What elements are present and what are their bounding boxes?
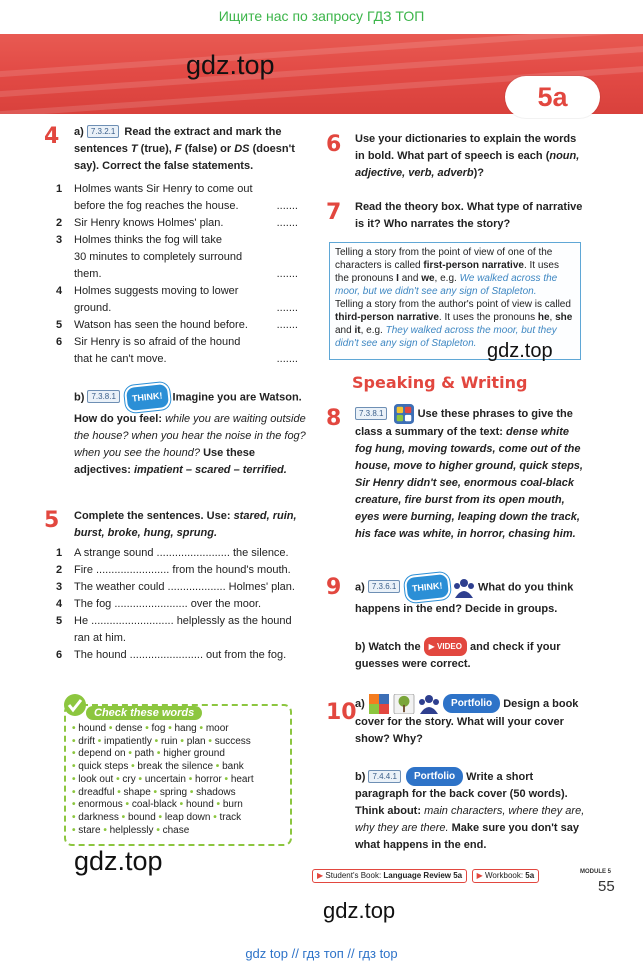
think-badge: THINK!	[404, 572, 451, 604]
footer-links[interactable]: gdz top // гдз топ // гдз top	[245, 946, 398, 961]
check-words-title: Check these words	[86, 706, 202, 720]
watermark: gdz.top	[186, 50, 275, 80]
watermark: gdz.top	[323, 898, 396, 923]
unit-badge: 5a	[505, 76, 600, 118]
list-item: before the fog reaches the house. .......	[74, 200, 298, 212]
word-row: • enormous • coal-black • hound • burn	[72, 799, 243, 811]
curriculum-code: 7.3.8.1	[87, 390, 119, 403]
list-item: 5 Watson has seen the hound before. .......	[56, 319, 298, 331]
list-item: 1 A strange sound ........................ the silence.	[56, 547, 289, 559]
list-item: 2 Sir Henry knows Holmes' plan. .......	[56, 217, 298, 229]
exercise-number: 5	[44, 508, 60, 533]
word-row: • look out • cry • uncertain • horror • heart	[72, 773, 254, 785]
tree-icon	[393, 694, 415, 714]
exercise-10a-instruction: a) Portfolio Design a book cover for the story. What will your cover show? Why?	[355, 694, 587, 748]
list-item: 4 The fog ........................ over the moor.	[56, 598, 262, 610]
exercise-4b-instruction: b) 7.3.8.1 THINK! Imagine you are Watson. How do you feel: while you are waiting outside the house? when you hear the noise in the fog? when you see the hound? Use these adjectives: impatient – scared – terrified.	[74, 384, 314, 479]
list-item: 3 The weather could ................... Holmes' plan.	[56, 581, 295, 593]
list-item: 6 The hound ........................ out from the fog.	[56, 649, 287, 661]
exercise-number: 9	[326, 575, 342, 600]
list-item: 5 He ........................... helplessly as the hound	[56, 615, 292, 627]
list-item: them. .......	[74, 268, 298, 280]
exercise-5-instruction: Complete the sentences. Use: stared, ruin, burst, broke, hung, sprung.	[74, 510, 297, 539]
word-row: • stare • helplessly • chase	[72, 824, 190, 836]
exercise-4a-instruction: a) 7.3.2.1 Read the extract and mark the sentences T (true), F (false) or DS (doesn't say). Correct the false statements.	[74, 126, 295, 172]
list-item: 6 Sir Henry is so afraid of the hound	[56, 336, 241, 348]
gap-fill-list	[56, 545, 314, 664]
exercise-6-instruction: Use your dictionaries to explain the words in bold. What part of speech is each (noun, adjective, verb, adverb)?	[355, 133, 580, 179]
book-references	[312, 865, 539, 883]
exercise-number: 4	[44, 124, 60, 149]
exercise-number: 6	[326, 132, 342, 157]
exercise-7-instruction: Read the theory box. What type of narrative is it? Who narrates the story?	[355, 201, 583, 230]
module-label: MODULE 5	[580, 869, 612, 875]
watermark: gdz.top	[487, 340, 553, 362]
curriculum-code: 7.3.8.1	[355, 407, 387, 420]
workbook-reference[interactable]: ▶ Workbook: 5a	[472, 869, 540, 883]
curriculum-code: 7.3.6.1	[368, 580, 400, 593]
list-item: 3 Holmes thinks the fog will take	[56, 234, 222, 246]
list-item: ran at him.	[74, 632, 126, 644]
word-row: • drift • impatiently • ruin • plan • success	[72, 735, 251, 747]
word-row: • hound • dense • fog • hang • moor	[72, 723, 229, 734]
curriculum-code: 7.3.2.1	[87, 125, 119, 138]
word-row: • darkness • bound • leap down • track	[72, 811, 242, 823]
app-grid-icon	[393, 404, 415, 424]
section-heading: Speaking & Writing	[352, 373, 528, 392]
exercise-8-instruction: 7.3.8.1 Use these phrases to give the class a summary of the text: dense white fog hung, moving towards, come out of the house, move to higher ground, quick steps, Sir Henry didn't see, enormous coal-black creature, fire burst from its open mouth, eyes were burning, leaping down the track, his face was white, in horror, chasing him.	[355, 404, 587, 543]
statements-list	[56, 181, 298, 368]
exercise-number: 7	[326, 200, 342, 225]
list-item: 2 Fire ........................ from the hound's mouth.	[56, 564, 291, 576]
checkmark-icon	[62, 692, 88, 718]
portfolio-badge: Portfolio	[443, 694, 500, 713]
exercise-number: 10	[326, 700, 357, 725]
portfolio-badge: Portfolio	[406, 767, 463, 786]
theory-box: Telling a story from the point of view of one of the characters is called first-person narrative. It uses the pronouns I and we, e.g. We walked across the moor, but we didn't see any sign of Stapleton. Telling a story from the author's point of view is called third-person narrative. It uses the pronouns he, she and it, e.g. They walked across the moor, but they didn't see any sign of Stapleton.	[329, 242, 581, 360]
group-work-icon	[453, 578, 475, 598]
watermark: gdz.top	[74, 846, 163, 876]
video-badge[interactable]: ▶ VIDEO	[424, 637, 467, 656]
exercise-9a-instruction: a) 7.3.6.1 THINK! What do you think happens in the end? Decide in groups.	[355, 574, 587, 618]
word-row: • dreadful • shape • spring • shadows	[72, 786, 236, 798]
word-row: • quick steps • break the silence • bank	[72, 761, 244, 773]
search-hint-text: Ищите нас по запросу ГДЗ ТОП	[218, 8, 425, 24]
think-badge: THINK!	[124, 382, 171, 414]
creativity-icon	[368, 694, 390, 714]
list-item: 4 Holmes suggests moving to lower	[56, 285, 239, 297]
page-number: 55	[598, 878, 615, 895]
exercise-9b-instruction: b) Watch the ▶ VIDEO and check if your guesses were correct.	[355, 637, 587, 673]
check-words-list	[72, 723, 290, 837]
list-item: that he can't move. .......	[74, 353, 298, 365]
students-book-reference[interactable]: ▶ Student's Book: Language Review 5a	[312, 869, 467, 883]
word-row: • depend on • path • higher ground	[72, 748, 225, 760]
list-item: ground. .......	[74, 302, 298, 314]
exercise-number: 8	[326, 406, 342, 431]
list-item: 1 Holmes wants Sir Henry to come out	[56, 183, 253, 195]
exercise-10b-instruction: b) 7.4.4.1 Portfolio Write a short paragraph for the back cover (50 words). Think about: main characters, where they are, why they are there. Make sure you don't say what happens in the end.	[355, 767, 587, 854]
curriculum-code: 7.4.4.1	[368, 770, 400, 783]
group-work-icon	[418, 694, 440, 714]
list-item: 30 minutes to completely surround	[74, 251, 243, 263]
